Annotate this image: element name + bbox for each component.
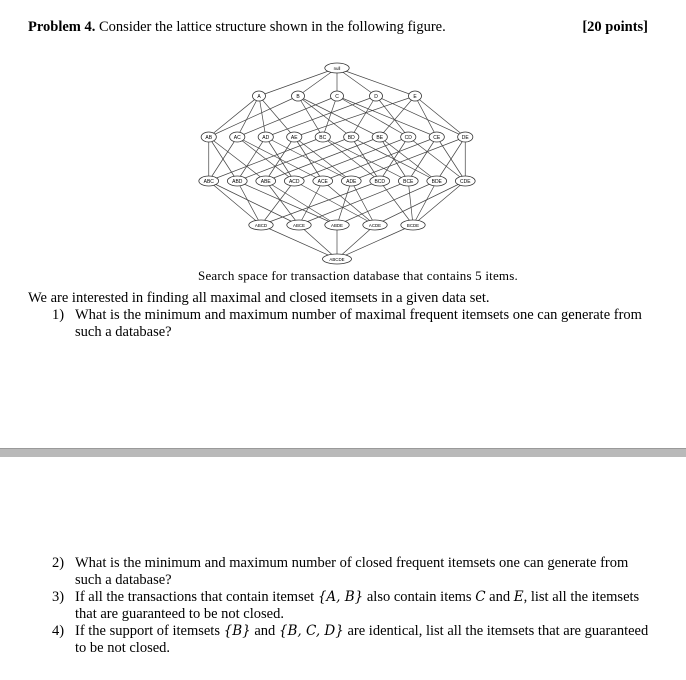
text-segment: and bbox=[250, 623, 279, 639]
lattice-edge bbox=[294, 137, 323, 181]
lattice-node bbox=[409, 91, 422, 101]
lattice-node-label: ABD bbox=[232, 178, 243, 185]
lattice-node bbox=[323, 254, 352, 264]
figure-caption: Search space for transaction database that contains 5 items. bbox=[198, 268, 518, 283]
lattice-node-label: ABCE bbox=[293, 222, 305, 228]
itemset-b: {B} bbox=[223, 623, 251, 639]
lattice-node-label: BCDE bbox=[406, 222, 420, 228]
lattice-edge bbox=[413, 181, 437, 225]
question-text: What is the minimum and maximum number of maximal frequent itemsets one can generate from such a database? bbox=[75, 307, 642, 340]
lattice-node bbox=[284, 176, 304, 186]
lattice-edge bbox=[374, 93, 408, 137]
lattice-node-label: BC bbox=[319, 134, 327, 141]
itemset-lattice-figure bbox=[190, 56, 490, 266]
lattice-node bbox=[287, 220, 311, 230]
lattice-edge bbox=[209, 178, 300, 225]
lattice-node bbox=[363, 220, 387, 230]
lattice-node-label: B bbox=[296, 93, 300, 100]
lattice-node-label: AD bbox=[262, 134, 270, 141]
lattice-node-label: null bbox=[333, 65, 341, 71]
lattice-node bbox=[256, 176, 276, 186]
lattice-node-label: A bbox=[257, 93, 261, 100]
lattice-node bbox=[201, 132, 216, 142]
lattice-edge bbox=[266, 178, 300, 225]
lattice-node-label: ACDE bbox=[368, 222, 382, 228]
lattice-node bbox=[344, 132, 359, 142]
lattice-node bbox=[325, 63, 349, 73]
lattice-node bbox=[227, 176, 247, 186]
lattice-node bbox=[230, 132, 245, 142]
text-segment: , list all the itemsets that are guaranteed to be not closed. bbox=[75, 589, 640, 622]
itemset-ab: {A, B} bbox=[317, 589, 364, 605]
lattice-edge bbox=[299, 178, 408, 225]
lattice-edge bbox=[351, 137, 380, 181]
lattice-edge bbox=[266, 178, 337, 225]
lattice-node bbox=[325, 220, 349, 230]
lattice-edge bbox=[337, 225, 375, 259]
item-c: C bbox=[475, 589, 486, 605]
lattice-node-label: BCE bbox=[403, 178, 414, 185]
lattice-node-label: ADE bbox=[346, 178, 357, 185]
problem-points: [20 points] bbox=[582, 19, 648, 35]
question-text: What is the minimum and maximum number of closed frequent itemsets one can generate from such a database? bbox=[75, 555, 629, 588]
lattice-node bbox=[341, 176, 361, 186]
question-number: 1) bbox=[52, 307, 65, 323]
question-number: 2) bbox=[52, 555, 65, 571]
text-segment: If all the transactions that contain itemset bbox=[75, 589, 318, 605]
item-e: E bbox=[513, 589, 524, 605]
lattice-node-label: AE bbox=[290, 134, 298, 141]
lattice-edge bbox=[299, 225, 337, 259]
lattice-node bbox=[313, 176, 333, 186]
lattice-node bbox=[370, 91, 383, 101]
lattice-node bbox=[370, 176, 390, 186]
lattice-node bbox=[455, 176, 475, 186]
lattice-node bbox=[258, 132, 273, 142]
lattice-edge bbox=[237, 93, 261, 137]
lattice-edge bbox=[237, 137, 266, 181]
lattice-node-label: CDE bbox=[459, 178, 471, 185]
lattice-edge bbox=[335, 93, 437, 137]
lattice-node-label: E bbox=[413, 93, 417, 100]
lattice-node-label: CE bbox=[433, 134, 441, 141]
lattice-edge bbox=[408, 137, 437, 181]
lattice-edge bbox=[209, 93, 300, 137]
lattice-node bbox=[199, 176, 219, 186]
lattice-node-label: AC bbox=[233, 134, 241, 141]
lattice-node bbox=[249, 220, 273, 230]
lattice-node-label: BD bbox=[347, 134, 355, 141]
lattice-node-label: ABCDE bbox=[329, 256, 345, 262]
lattice-node bbox=[292, 91, 305, 101]
text-segment: If the support of itemsets bbox=[75, 623, 224, 639]
lattice-node bbox=[315, 132, 330, 142]
lattice-node bbox=[401, 132, 416, 142]
intro-text: We are interested in finding all maximal and closed itemsets in a given data set. bbox=[28, 290, 490, 306]
lattice-node-label: ACD bbox=[288, 178, 300, 185]
lattice-node bbox=[331, 91, 344, 101]
lattice-node-label: ABCD bbox=[254, 222, 268, 228]
lattice-node-label: C bbox=[335, 93, 339, 100]
text-segment: also contain items bbox=[363, 589, 476, 605]
lattice-node bbox=[287, 132, 302, 142]
lattice-node-label: CD bbox=[404, 134, 412, 141]
question-number: 3) bbox=[52, 589, 65, 605]
lattice-edge bbox=[413, 93, 437, 137]
lattice-node bbox=[372, 132, 387, 142]
text-segment: are identical, list all the itemsets that are guaranteed to be not closed. bbox=[75, 623, 649, 656]
lattice-edge bbox=[374, 93, 465, 137]
lattice-edge bbox=[266, 93, 378, 137]
lattice-node bbox=[401, 220, 425, 230]
lattice-node-label: AB bbox=[205, 134, 213, 141]
lattice-node bbox=[458, 132, 473, 142]
lattice-edge bbox=[257, 93, 294, 137]
question-number: 4) bbox=[52, 623, 65, 639]
lattice-node bbox=[253, 91, 266, 101]
question-text bbox=[75, 589, 655, 623]
lattice-node bbox=[429, 132, 444, 142]
lattice-edge bbox=[299, 181, 323, 225]
lattice-edge bbox=[237, 181, 261, 225]
problem-label: Problem 4. bbox=[28, 19, 96, 35]
lattice-node-label: BDE bbox=[431, 178, 442, 185]
lattice-node-label: ABE bbox=[260, 178, 271, 185]
lattice-node-label: ACE bbox=[317, 178, 328, 185]
question-text bbox=[75, 623, 655, 657]
lattice-node-label: BE bbox=[376, 134, 384, 141]
text-segment: and bbox=[485, 589, 514, 605]
lattice-edge bbox=[408, 181, 413, 225]
lattice-node bbox=[398, 176, 418, 186]
lattice-node bbox=[427, 176, 447, 186]
problem-statement: Consider the lattice structure shown in the following figure. bbox=[99, 19, 446, 35]
lattice-node-label: D bbox=[374, 93, 378, 100]
problem-header bbox=[28, 18, 648, 36]
itemset-bcd: {B, C, D} bbox=[278, 623, 344, 639]
lattice-node-label: BCD bbox=[374, 178, 386, 185]
lattice-edge bbox=[237, 93, 339, 137]
lattice-node-label: ABC bbox=[203, 178, 214, 185]
page-divider bbox=[0, 448, 686, 457]
lattice-node-label: DE bbox=[461, 134, 469, 141]
lattice-node-label: ABDE bbox=[331, 222, 343, 228]
